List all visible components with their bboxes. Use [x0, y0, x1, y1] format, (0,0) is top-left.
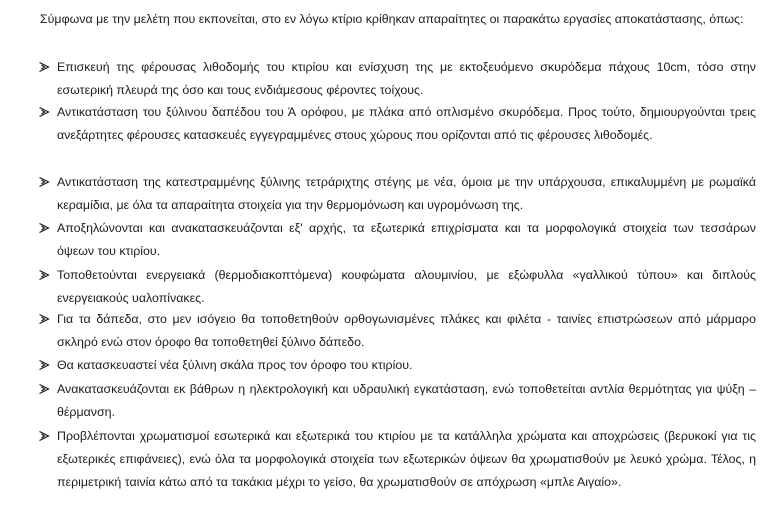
arrow-bullet-icon: [38, 106, 50, 118]
list-item-text: Ανακατασκευάζονται εκ βάθρων η ηλεκτρολογική και υδραυλική εγκατάσταση, ενώ τοποθετείται αντλία θερμότητας για ψύξη – θέρμανση.: [57, 382, 756, 419]
list-item-text: Τοποθετούνται ενεργειακά (θερμοδιακοπτόμενα) κουφώματα αλουμινίου, με εξώφυλλα «γαλλικού τύπου» και διπλούς ενεργειακούς υαλοπίνακες.: [57, 268, 756, 305]
arrow-bullet-icon: [38, 269, 50, 281]
arrow-bullet-icon: [38, 222, 50, 234]
list-item-text: Αντικατάσταση του ξύλινου δαπέδου του Ά ορόφου, με πλάκα από οπλισμένο σκυρόδεμα. Προς τούτο, δημιουργούνται τρεις ανεξάρτητες φέρουσες κατασκευές εγγεγραμμένες στους χώρους που ορίζονται από τις φέρουσες λιθοδομές.: [57, 105, 756, 142]
list-item-text: Αποξηλώνονται και ανακατασκευάζονται εξ' αρχής, τα εξωτερικά επιχρίσματα και τα μορφολογικά στοιχεία των τεσσάρων όψεων του κτιρίου.: [57, 221, 756, 258]
list-item-text: Θα κατασκευαστεί νέα ξύλινη σκάλα προς τον όροφο του κτιρίου.: [57, 358, 413, 372]
list-item-text: Προβλέπονται χρωματισμοί εσωτερικά και εξωτερικά του κτιρίου με τα κατάλληλα χρώματα και αποχρώσεις (βερυκοκί για τις εξωτερικές επιφάνειες), ενώ όλα τα μορφολογικά στοιχεία των εξωτερικών όψεων θα χρωματισθούν με λευκό χρώμα. Τέλος, η περιμετρική ταινία κάτω από τα τακάκια μέχρι το γείσο, θα χρωματισθούν σε απόχρωση «μπλε Αιγαίο».: [57, 429, 756, 489]
list-item-text: Επισκευή της φέρουσας λιθοδομής του κτιρίου και ενίσχυση της με εκτοξευόμενο σκυρόδεμα πάχους 10cm, τόσο στην εσωτερική πλευρά της όσο και τους ενδιάμεσους φέροντες τοίχους.: [57, 60, 756, 97]
arrow-bullet-icon: [38, 176, 50, 188]
arrow-bullet-icon: [38, 430, 50, 442]
arrow-bullet-icon: [38, 383, 50, 395]
arrow-bullet-icon: [38, 313, 50, 325]
intro-paragraph: Σύμφωνα με την μελέτη που εκπονείται, στο εν λόγω κτίριο κρίθηκαν απαραίτητες οι παρακάτω εργασίες αποκατάστασης, όπως:: [40, 12, 744, 26]
list-item-text: Για τα δάπεδα, στο μεν ισόγειο θα τοποθετηθούν ορθογωνισμένες πλάκες και φιλέτα - ταινίες επιστρώσεων από μάρμαρο σκληρό ενώ στον όροφο θα τοποθετηθεί ξύλινο δάπεδο.: [57, 312, 756, 349]
arrow-bullet-icon: [38, 359, 50, 371]
list-item-text: Αντικατάσταση της κατεστραμμένης ξύλινης τετράριχτης στέγης με νέα, όμοια με την υπάρχουσα, επικαλυμμένη με ρωμαϊκά κεραμίδια, με όλα τα απαραίτητα στοιχεία για την θερμομόνωση και υγρομόνωση της.: [57, 175, 756, 212]
arrow-bullet-icon: [38, 61, 50, 73]
